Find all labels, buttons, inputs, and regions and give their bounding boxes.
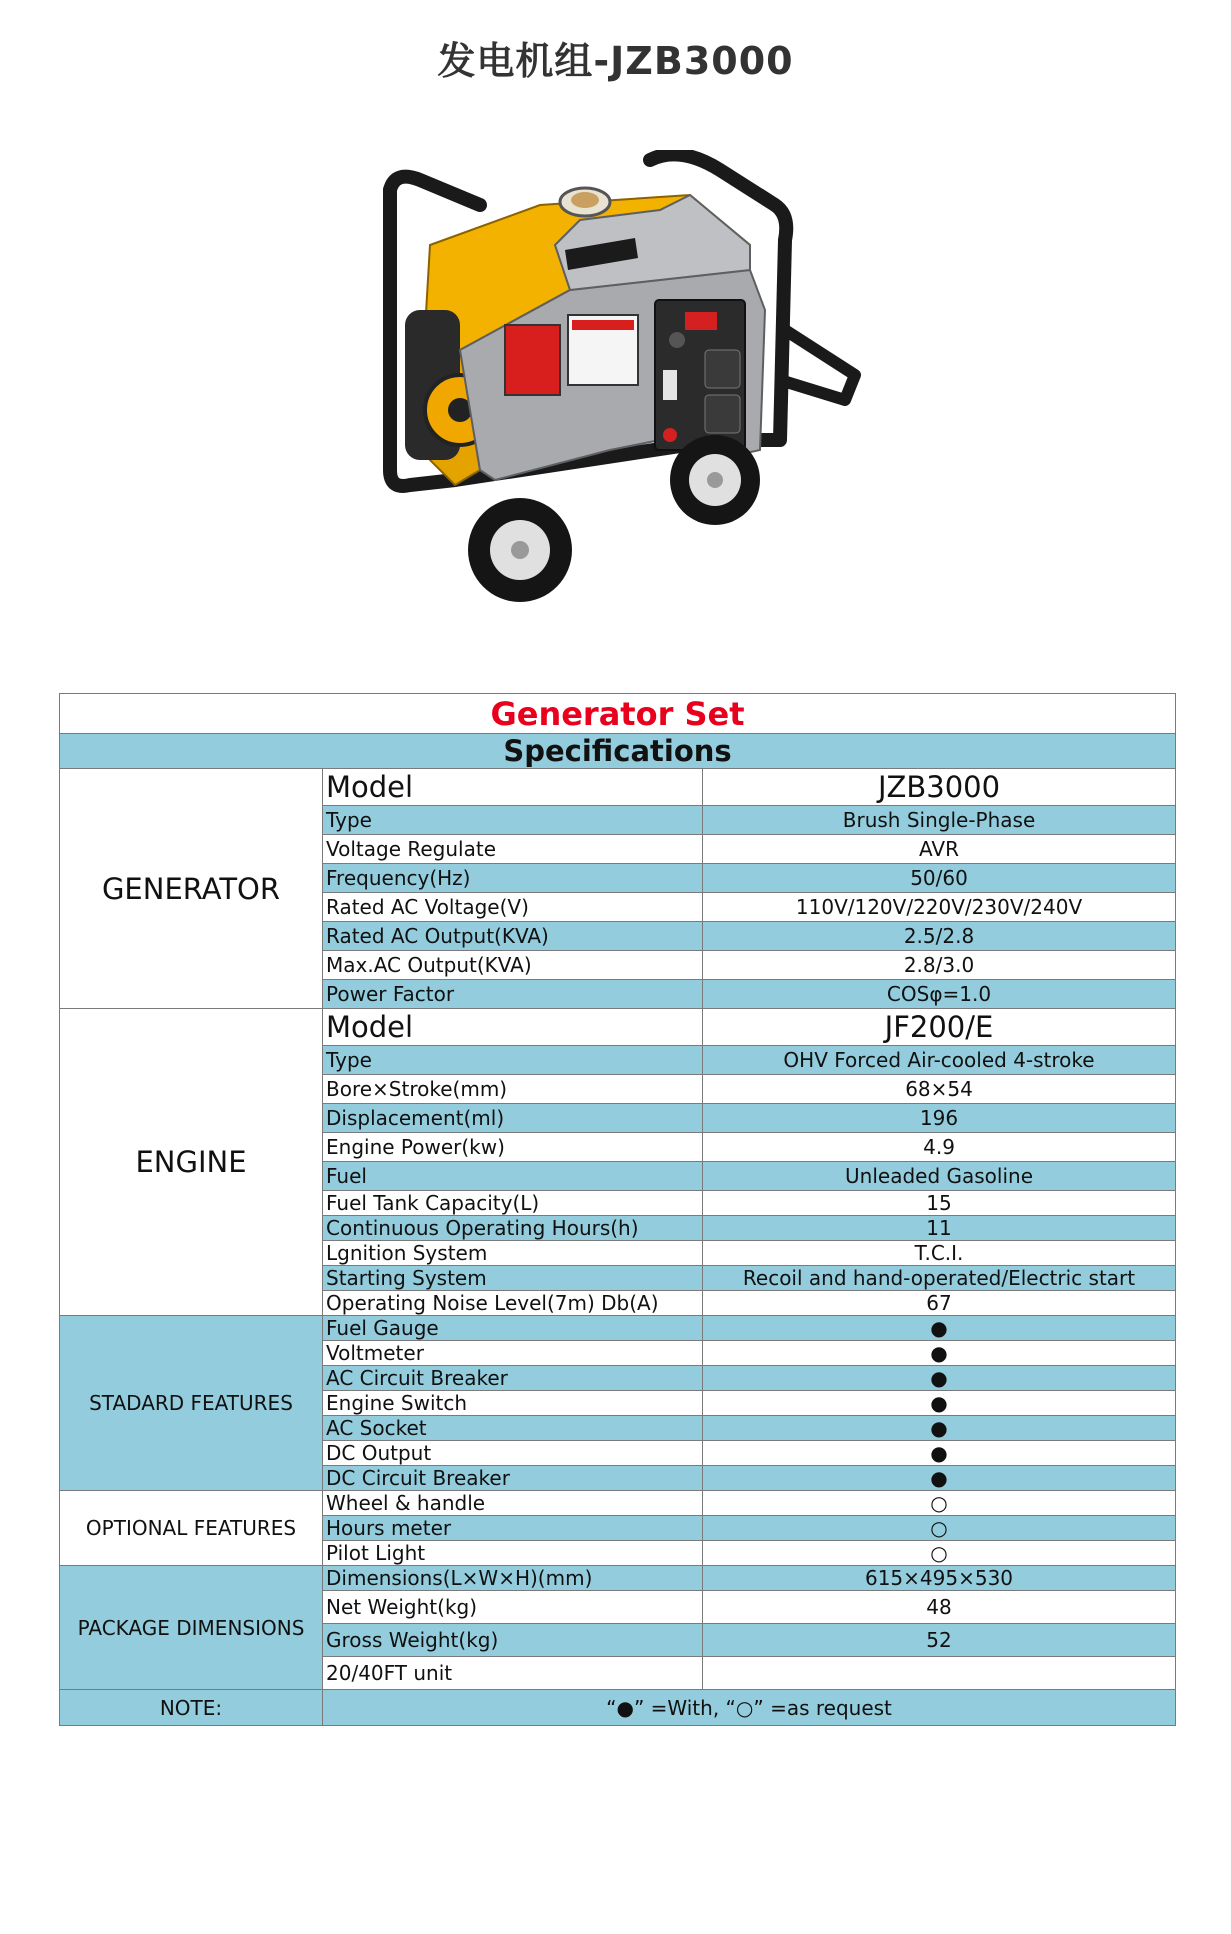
spec-value: ● [703, 1366, 1176, 1391]
spec-value: Brush Single-Phase [703, 806, 1176, 835]
spec-value: 68×54 [703, 1075, 1176, 1104]
note-text: “●” =With, “○” =as request [323, 1690, 1176, 1726]
table-row [60, 1009, 1176, 1046]
spec-value: ● [703, 1441, 1176, 1466]
table-row [60, 1491, 1176, 1516]
spec-value: ● [703, 1391, 1176, 1416]
spec-value: 2.5/2.8 [703, 922, 1176, 951]
spec-name: Fuel Tank Capacity(L) [323, 1191, 703, 1216]
spec-value: 110V/120V/220V/230V/240V [703, 893, 1176, 922]
spec-name: Bore×Stroke(mm) [323, 1075, 703, 1104]
note-row [60, 1690, 1176, 1726]
spec-name: Model [323, 1009, 703, 1046]
spec-name: Engine Power(kw) [323, 1133, 703, 1162]
table-subtitle: Specifications [60, 734, 1176, 769]
spec-name: Rated AC Output(KVA) [323, 922, 703, 951]
spec-name: Hours meter [323, 1516, 703, 1541]
spec-name: Fuel [323, 1162, 703, 1191]
spec-value: 15 [703, 1191, 1176, 1216]
spec-name: Frequency(Hz) [323, 864, 703, 893]
spec-value: OHV Forced Air-cooled 4-stroke [703, 1046, 1176, 1075]
spec-value: 2.8/3.0 [703, 951, 1176, 980]
spec-name: DC Output [323, 1441, 703, 1466]
generator-group-label: GENERATOR [60, 769, 323, 1009]
spec-name: Model [323, 769, 703, 806]
spec-value: ○ [703, 1516, 1176, 1541]
spec-value: 11 [703, 1216, 1176, 1241]
engine-group-label: ENGINE [60, 1009, 323, 1316]
spec-value: 48 [703, 1591, 1176, 1624]
spec-name: Lgnition System [323, 1241, 703, 1266]
spec-value: ● [703, 1341, 1176, 1366]
spec-value: 4.9 [703, 1133, 1176, 1162]
spec-name: DC Circuit Breaker [323, 1466, 703, 1491]
spec-value: Unleaded Gasoline [703, 1162, 1176, 1191]
spec-name: Voltage Regulate [323, 835, 703, 864]
table-title-row [60, 694, 1176, 734]
spec-value: ○ [703, 1541, 1176, 1566]
spec-value: ○ [703, 1491, 1176, 1516]
spec-name: Fuel Gauge [323, 1316, 703, 1341]
spec-name: Voltmeter [323, 1341, 703, 1366]
table-row [60, 769, 1176, 806]
spec-name: Rated AC Voltage(V) [323, 893, 703, 922]
spec-value: COSφ=1.0 [703, 980, 1176, 1009]
spec-value: ● [703, 1316, 1176, 1341]
spec-value: 50/60 [703, 864, 1176, 893]
package-group-label: PACKAGE DIMENSIONS [60, 1566, 323, 1690]
spec-value: JF200/E [703, 1009, 1176, 1046]
spec-name: Type [323, 806, 703, 835]
generator-photo [360, 150, 900, 620]
spec-name: Gross Weight(kg) [323, 1624, 703, 1657]
spec-value: 615×495×530 [703, 1566, 1176, 1591]
spec-value: ● [703, 1416, 1176, 1441]
spec-value: AVR [703, 835, 1176, 864]
spec-value: Recoil and hand-operated/Electric start [703, 1266, 1176, 1291]
spec-value [703, 1657, 1176, 1690]
spec-name: Wheel & handle [323, 1491, 703, 1516]
spec-name: Power Factor [323, 980, 703, 1009]
spec-value: JZB3000 [703, 769, 1176, 806]
spec-name: Dimensions(L×W×H)(mm) [323, 1566, 703, 1591]
table-title: Generator Set [60, 694, 1176, 734]
spec-name: Type [323, 1046, 703, 1075]
spec-value: ● [703, 1466, 1176, 1491]
note-label: NOTE: [60, 1690, 323, 1726]
spec-name: Max.AC Output(KVA) [323, 951, 703, 980]
specifications-table [59, 693, 1176, 1726]
spec-value: T.C.I. [703, 1241, 1176, 1266]
page-title: 发电机组-JZB3000 [437, 39, 794, 83]
spec-name: Displacement(ml) [323, 1104, 703, 1133]
spec-name: Pilot Light [323, 1541, 703, 1566]
spec-name: AC Circuit Breaker [323, 1366, 703, 1391]
spec-name: 20/40FT unit [323, 1657, 703, 1690]
optional-group-label: OPTIONAL FEATURES [60, 1491, 323, 1566]
spec-value: 67 [703, 1291, 1176, 1316]
spec-name: Net Weight(kg) [323, 1591, 703, 1624]
spec-name: Engine Switch [323, 1391, 703, 1416]
spec-name: Continuous Operating Hours(h) [323, 1216, 703, 1241]
spec-name: Operating Noise Level(7m) Db(A) [323, 1291, 703, 1316]
table-row [60, 1316, 1176, 1341]
spec-name: AC Socket [323, 1416, 703, 1441]
spec-name: Starting System [323, 1266, 703, 1291]
spec-value: 52 [703, 1624, 1176, 1657]
table-subtitle-row [60, 734, 1176, 769]
spec-value: 196 [703, 1104, 1176, 1133]
standard-group-label: STADARD FEATURES [60, 1316, 323, 1491]
table-row [60, 1566, 1176, 1591]
